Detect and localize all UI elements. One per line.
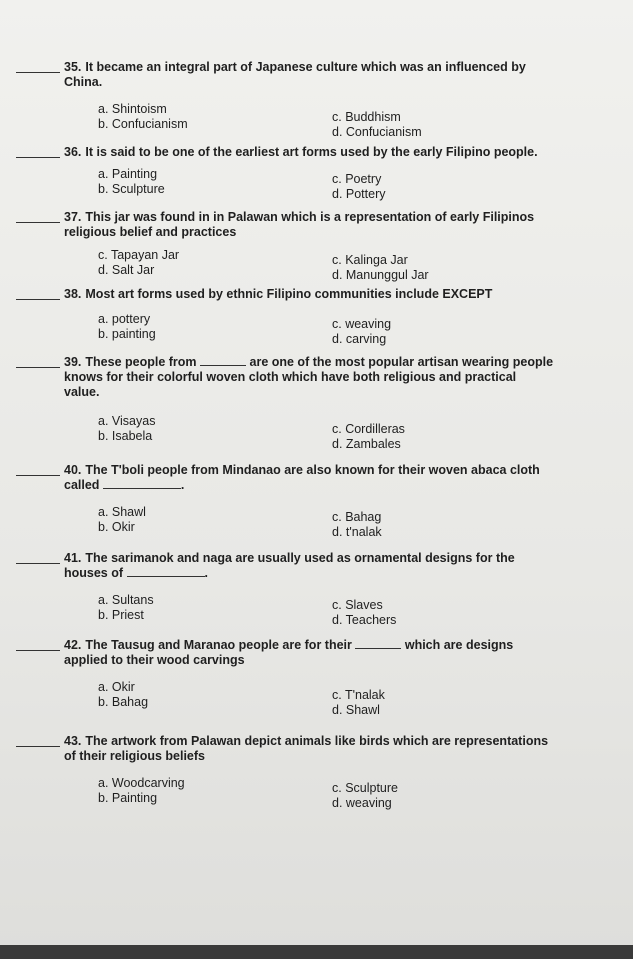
choice-c[interactable]: c. Slaves: [332, 598, 383, 612]
question-stem: 40. The T'boli people from Mindanao are also known for their woven abaca cloth called .: [16, 463, 616, 493]
choices: [16, 593, 616, 627]
question-number: 42.: [64, 638, 82, 652]
question-number: 37.: [64, 210, 82, 224]
question-stem: 35. It became an integral part of Japanese culture which was an influenced by China.: [16, 60, 616, 90]
choice-a[interactable]: a. Visayas: [98, 414, 156, 428]
fill-in-blank[interactable]: [127, 567, 205, 577]
choice-b[interactable]: b. Isabela: [98, 429, 153, 443]
choices: [16, 312, 616, 346]
choice-c[interactable]: c. Sculpture: [332, 781, 399, 795]
answer-blank[interactable]: [16, 475, 60, 476]
choice-a[interactable]: a. Woodcarving: [98, 776, 185, 790]
question-41: [16, 551, 616, 627]
question-43: [16, 734, 616, 810]
choice-b[interactable]: b. painting: [98, 327, 156, 341]
question-35: [16, 60, 616, 139]
choice-c[interactable]: c. Cordilleras: [332, 422, 405, 436]
choice-d[interactable]: d. carving: [332, 332, 387, 346]
choices: [16, 102, 616, 139]
answer-blank[interactable]: [16, 299, 60, 300]
choice-d[interactable]: d. Shawl: [332, 703, 380, 717]
question-40: [16, 463, 616, 539]
choice-c[interactable]: c. Poetry: [332, 172, 382, 186]
choice-c[interactable]: c. Bahag: [332, 510, 382, 524]
choice-c[interactable]: c. T'nalak: [332, 688, 385, 702]
question-42: [16, 638, 616, 717]
answer-blank[interactable]: [16, 157, 60, 158]
choice-d[interactable]: d. Confucianism: [332, 125, 422, 139]
choice-d[interactable]: d. weaving: [332, 796, 392, 810]
choice-d[interactable]: d. Manunggul Jar: [332, 268, 429, 282]
question-stem: 41. The sarimanok and naga are usually used as ornamental designs for the houses of .: [16, 551, 616, 581]
question-number: 41.: [64, 551, 82, 565]
question-number: 35.: [64, 60, 82, 74]
question-number: 40.: [64, 463, 82, 477]
question-stem: 39. These people from are one of the most popular artisan wearing people knows for their colorful woven cloth which have both religious and practical value.: [16, 355, 616, 400]
page-edge-shadow: [0, 945, 633, 959]
answer-blank[interactable]: [16, 650, 60, 651]
question-number: 36.: [64, 145, 82, 159]
choices: [16, 680, 616, 717]
question-stem: 43. The artwork from Palawan depict animals like birds which are representations of their religious beliefs: [16, 734, 616, 764]
question-stem: 42. The Tausug and Maranao people are for their which are designs applied to their wood carvings: [16, 638, 616, 668]
choices: [16, 248, 616, 282]
choice-d[interactable]: d. Pottery: [332, 187, 386, 201]
choice-b[interactable]: b. Painting: [98, 791, 158, 805]
choice-b[interactable]: b. Sculpture: [98, 182, 165, 196]
fill-in-blank[interactable]: [103, 479, 181, 489]
choice-c[interactable]: c. Buddhism: [332, 110, 401, 124]
choice-b[interactable]: b. Priest: [98, 608, 144, 622]
answer-blank[interactable]: [16, 746, 60, 747]
choices: [16, 414, 616, 451]
question-stem: 37. This jar was found in in Palawan which is a representation of early Filipinos religious belief and practices: [16, 210, 616, 240]
question-number: 43.: [64, 734, 82, 748]
answer-blank[interactable]: [16, 563, 60, 564]
choice-a[interactable]: a. Painting: [98, 167, 158, 181]
choice-a[interactable]: a. pottery: [98, 312, 151, 326]
choice-b[interactable]: d. Salt Jar: [98, 263, 155, 277]
question-number: 39.: [64, 355, 82, 369]
question-38: [16, 287, 616, 346]
question-number: 38.: [64, 287, 82, 301]
answer-blank[interactable]: [16, 222, 60, 223]
choice-c[interactable]: c. weaving: [332, 317, 392, 331]
fill-in-blank[interactable]: [200, 356, 246, 366]
fill-in-blank[interactable]: [355, 639, 401, 649]
choice-a[interactable]: a. Sultans: [98, 593, 154, 607]
choice-d[interactable]: d. Zambales: [332, 437, 401, 451]
question-39: [16, 355, 616, 451]
choice-a[interactable]: a. Shawl: [98, 505, 146, 519]
choice-d[interactable]: d. Teachers: [332, 613, 397, 627]
choice-a[interactable]: a. Shintoism: [98, 102, 167, 116]
answer-blank[interactable]: [16, 367, 60, 368]
answer-blank[interactable]: [16, 72, 60, 73]
question-stem: 38. Most art forms used by ethnic Filipino communities include EXCEPT: [16, 287, 616, 302]
question-37: [16, 210, 616, 282]
choice-b[interactable]: b. Bahag: [98, 695, 149, 709]
choice-a[interactable]: c. Tapayan Jar: [98, 248, 180, 262]
choice-c[interactable]: c. Kalinga Jar: [332, 253, 408, 267]
question-36: [16, 145, 616, 201]
choices: [16, 167, 616, 201]
choices: [16, 505, 616, 539]
choice-a[interactable]: a. Okir: [98, 680, 135, 694]
choice-b[interactable]: b. Confucianism: [98, 117, 188, 131]
choice-d[interactable]: d. t'nalak: [332, 525, 382, 539]
choice-b[interactable]: b. Okir: [98, 520, 135, 534]
question-stem: 36. It is said to be one of the earliest art forms used by the early Filipino people.: [16, 145, 616, 160]
choices: [16, 776, 616, 810]
